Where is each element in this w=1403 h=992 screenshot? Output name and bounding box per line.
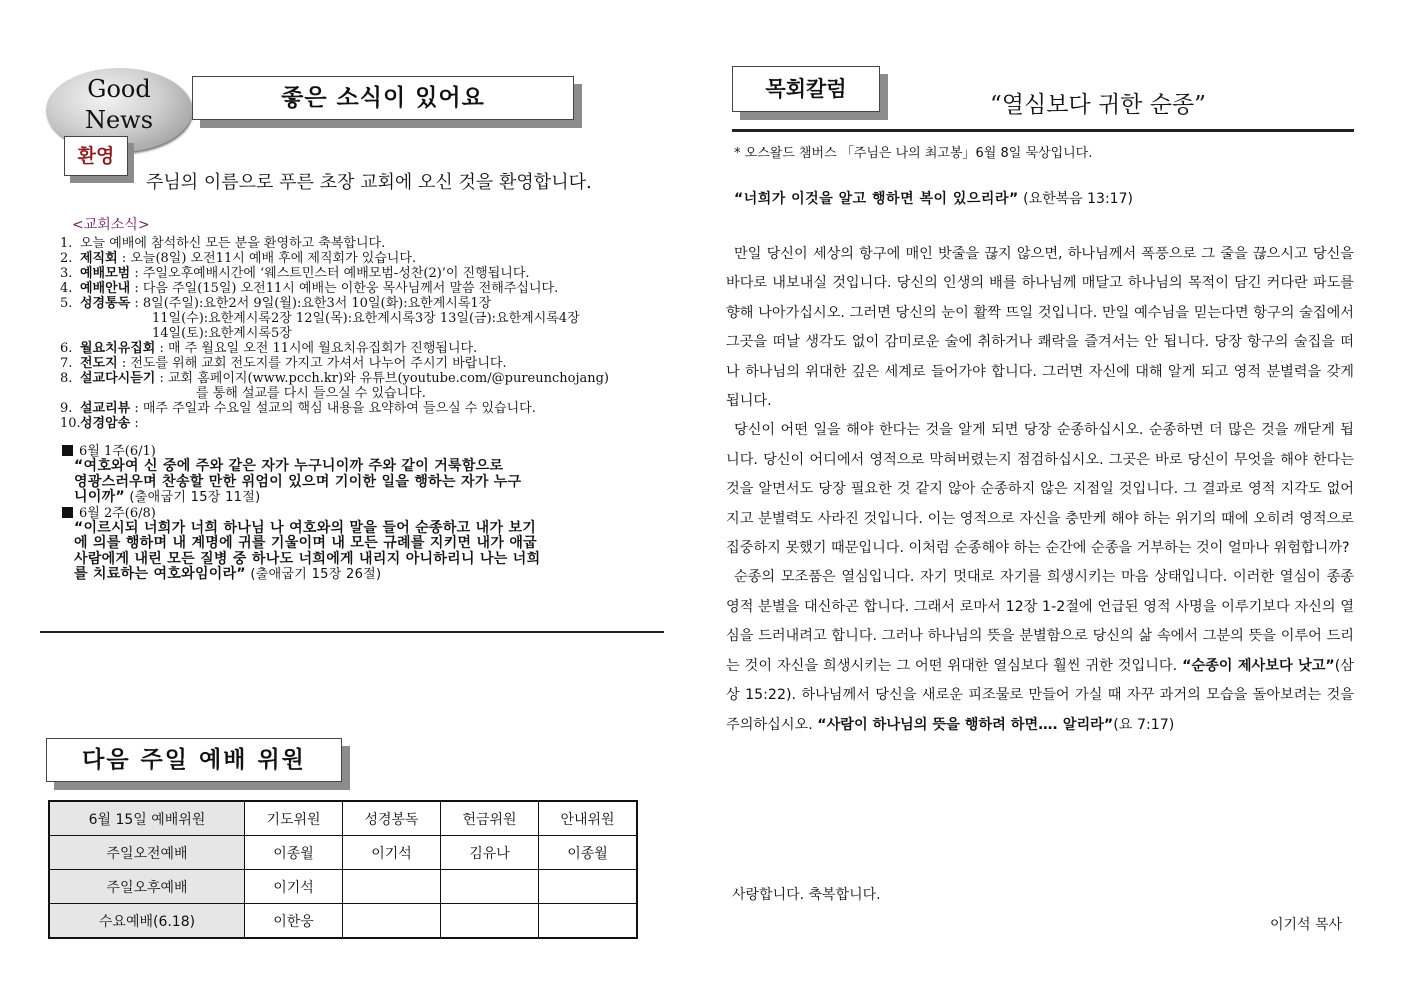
reading-continuation: 14일(토):요한계시록5장 <box>152 326 292 341</box>
badge-line1: Good <box>87 75 151 103</box>
closing-text: 사랑합니다. 축복합니다. <box>732 887 881 903</box>
list-item: 10.성경암송 : <box>60 416 139 431</box>
news-section-title: 좋은 소식이 있어요 <box>192 76 574 120</box>
source-note: * 오스왈드 챔버스 「주님은 나의 최고봉」6월 8일 묵상입니다. <box>734 146 1093 161</box>
table-row <box>49 836 637 870</box>
table-cell: 이한웅 <box>245 904 343 939</box>
table-cell <box>343 870 441 904</box>
table-cell: 이종월 <box>539 836 638 870</box>
table-cell <box>539 904 638 939</box>
worship-duty-table <box>48 800 638 939</box>
column-body <box>726 240 1354 740</box>
divider <box>732 129 1354 132</box>
verse-reference: (출애굽기 15장 11절) <box>124 490 261 505</box>
divider <box>40 631 664 633</box>
church-news-heading: <교회소식> <box>72 217 150 233</box>
list-item: 7. 전도지 : 전도를 위해 교회 전도지를 가지고 가셔서 나누어 주시기 바랍니다. <box>60 356 507 371</box>
table-header: 6월 15일 예배위원 <box>49 801 245 836</box>
verse-reference: (요한복음 13:17) <box>1018 191 1133 207</box>
table-cell <box>441 904 539 939</box>
list-item: 2. 제직회 : 오늘(8일) 오전11시 예배 후에 제직회가 있습니다. <box>60 251 417 266</box>
table-row <box>49 870 637 904</box>
memory-verse: “이르시되 너희가 너희 하나님 나 여호와의 말을 들어 순종하고 내가 보기 에 의를 행하며 내 계명에 귀를 기울이며 내 모든 규례를 지키면 내가 애굽 사람에게 내린 모든 질병 중 하나도 너희에게 내리지 아니하리니 나는 너희 를 치료하는 여호와임이라” (출애굽기 15장 26절) <box>74 519 541 582</box>
column-title: “열심보다 귀한 순종” <box>990 92 1206 118</box>
table-cell <box>539 870 638 904</box>
table-cell: 수요예배(6.18) <box>49 904 245 939</box>
verse-week-label: 6월 1주(6/1) <box>62 444 682 459</box>
table-cell: 주일오전예배 <box>49 836 245 870</box>
square-bullet-icon <box>62 507 73 518</box>
paragraph: 순종의 모조품은 열심입니다. 자기 멋대로 자기를 희생시키는 마음 상태입니다. 이러한 열심이 종종 영적 분별을 대신하곤 합니다. 그래서 로마서 12장 1-2절에 언급된 영적 사명을 이루기보다 자신의 열심을 드러내려고 합니다. 그러나 하나님의 뜻을 분별함으로 당신의 삶 속에서 그분의 뜻을 이루어 드리는 것이 자신을 희생시키는 그 어떤 위대한 열심보다 훨씬 귀한 것입니다. “순종이 제사보다 낫고”(삼상 15:22). 하나님께서 당신을 새로운 피조물로 만들어 가실 때 자꾸 과거의 모습을 돌아보려는 것을 주의하십시오. “사람이 하나님의 뜻을 행하려 하면…. 알리라”(요 7:17) <box>726 569 1355 733</box>
list-item: 1. 오늘 예배에 참석하신 모든 분을 환영하고 축복합니다. <box>60 236 386 251</box>
list-item: 9. 설교리뷰 : 매주 주일과 수요일 설교의 핵심 내용을 요약하여 들으실 수 있습니다. <box>60 401 536 416</box>
paragraph: 만일 당신이 세상의 항구에 매인 밧줄을 끊지 않으면, 하나님께서 폭풍으로 그 줄을 끊으시고 당신을 바다로 내보내실 것입니다. 당신의 인생의 배를 하나님께 매달고 하나님의 목적이 담긴 커다란 파도를 향해 나아가십시오. 그러면 당신의 눈이 활짝 뜨일 것입니다. 만일 예수님을 믿는다면 항구의 술집에서 그곳을 떠날 생각도 없이 감미로운 술에 취하거나 쾌락을 즐겨서는 안 됩니다. 당장 항구의 술집을 떠나 하나님의 위대한 깊은 세계로 들어가야 합니다. 그러면 자신에 대해 알게 되고 영적 분별력을 갖게 됩니다. <box>726 246 1354 410</box>
sermon-continuation: 를 통해 설교를 다시 들으실 수 있습니다. <box>196 386 426 401</box>
table-cell <box>441 870 539 904</box>
badge-line2: News <box>84 106 154 134</box>
list-item: 5. 성경통독 : 8일(주일):요한2서 9일(월):요한3서 10일(화):요한계시록1장 <box>60 296 492 311</box>
pastoral-column-tag: 목회칼럼 <box>732 66 880 112</box>
table-row <box>49 904 637 939</box>
verse-week-label: 6월 2주(6/8) <box>62 506 682 521</box>
table-header: 기도위원 <box>245 801 343 836</box>
memory-verses <box>62 444 682 583</box>
table-cell: 김유나 <box>441 836 539 870</box>
table-cell: 주일오후예배 <box>49 870 245 904</box>
church-news-list <box>60 236 690 431</box>
list-item: 8. 설교다시듣기 : 교회 홈페이지(www.pcch.kr)와 유튜브(youtube.com/@pureunchojang) <box>60 371 609 386</box>
table-cell <box>343 904 441 939</box>
verse-reference: (출애굽기 15장 26절) <box>245 567 382 582</box>
table-header: 안내위원 <box>539 801 638 836</box>
paragraph: 당신이 어떤 일을 해야 한다는 것을 알게 되면 당장 순종하십시오. 순종하면 더 많은 것을 깨닫게 됩니다. 당신이 어디에서 영적으로 막혀버렸는지 점검하십시오. 그곳은 바로 당신이 무엇을 해야 한다는 것을 알면서도 당장 필요한 것 같지 않아 순종하지 않은 지점일 것입니다. 그 결과로 영적 지각도 없어지고 분별력도 사라진 것입니다. 이는 영적으로 자신을 충만케 해야 하는 위기의 때에 오히려 영적으로 집중하지 못했기 때문입니다. 이처럼 순종해야 하는 순간에 순종을 거부하는 것이 얼마나 위험합니까? <box>726 422 1354 557</box>
table-header: 헌금위원 <box>441 801 539 836</box>
memory-verse: “여호와여 신 중에 주와 같은 자가 누구니이까 주와 같이 거룩함으로 영광스러우며 찬송할 만한 위엄이 있으며 기이한 일을 행하는 자가 누구 니이까” (출애굽기 15장 11절) <box>74 458 522 505</box>
signature: 이기석 목사 <box>1270 917 1343 933</box>
table-cell: 이기석 <box>343 836 441 870</box>
table-header-row <box>49 801 637 836</box>
welcome-tag: 환영 <box>64 136 128 176</box>
list-item: 6. 월요치유집회 : 매 주 월요일 오전 11시에 월요치유집회가 진행됩니다. <box>60 341 478 356</box>
welcome-text: 주님의 이름으로 푸른 초장 교회에 오신 것을 환영합니다. <box>146 172 592 193</box>
table-cell: 이기석 <box>245 870 343 904</box>
worship-committee-title: 다음 주일 예배 위원 <box>46 738 342 782</box>
table-cell: 이종월 <box>245 836 343 870</box>
key-verse: “너희가 이것을 알고 행하면 복이 있으리라” (요한복음 13:17) <box>734 191 1133 207</box>
list-item: 3. 예배모범 : 주일오후예배시간에 ‘웨스트민스터 예배모범-성찬(2)’이 진행됩니다. <box>60 266 530 281</box>
reading-continuation: 11일(수):요한계시록2장 12일(목):요한계시록3장 13일(금):요한계시록4장 <box>152 311 580 326</box>
square-bullet-icon <box>62 445 73 456</box>
table-header: 성경봉독 <box>343 801 441 836</box>
list-item: 4. 예배안내 : 다음 주일(15일) 오전11시 예배는 이한웅 목사님께서 말씀 전해주십니다. <box>60 281 559 296</box>
